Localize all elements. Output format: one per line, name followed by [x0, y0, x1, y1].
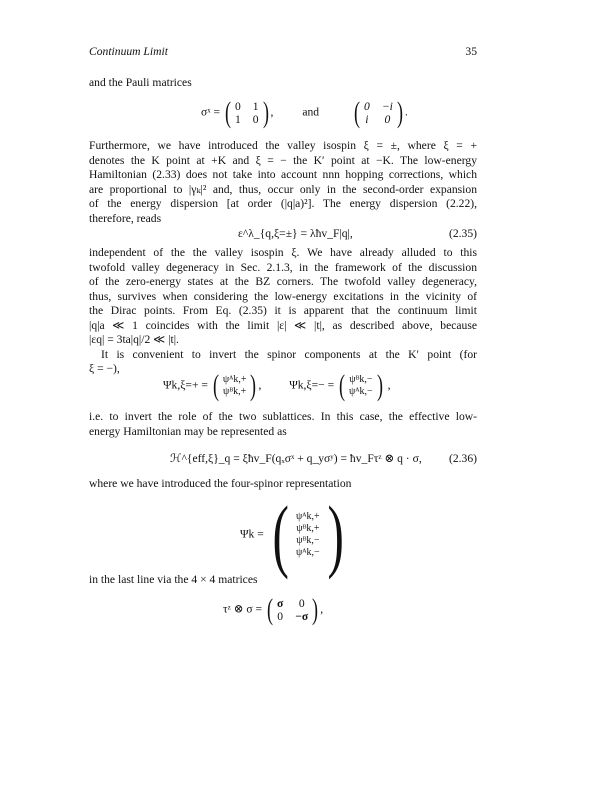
text-line: the Dirac points. From Eq. (2.35) it is apparent that the continuum limit — [89, 304, 477, 317]
text-line: in the last line via the 4 × 4 matrices — [89, 573, 258, 586]
text-line: of the energy dispersion [at order (|q|a)²]. The energy dispersion (2.22), — [89, 197, 477, 210]
text-line: thus, survives when considering the low-energy excitations in the vicinity of — [89, 289, 477, 303]
text-line: independent of the the valley isospin ξ. We have already alluded to this — [89, 246, 477, 259]
equation-2-35: ε^λ_{q,ξ=±} = λħv_F|q|, — [238, 227, 353, 240]
text-line: twofold valley degeneracy in Sec. 2.1.3, in the framework of the discussion — [89, 260, 477, 274]
text-line: Furthermore, we have introduced the valley isospin ξ = ±, where ξ = + — [89, 139, 477, 152]
intro-text: and the Pauli matrices — [89, 76, 192, 89]
matrix-sigma-x: ( 0 1 1 0 ) — [224, 96, 269, 129]
text-line: Hamiltonian (2.33) does not take into account nnn hopping corrections, which — [89, 168, 477, 181]
equation-2-36: ℋ^{eff,ξ}_q = ξħv_F(qₓσˣ + q_yσʸ) = ħv_Fτᶻ ⊗ q · σ, — [170, 452, 422, 465]
text-line: of the zero-energy states at the BZ corners. The twofold valley degeneracy, — [89, 275, 477, 288]
text-line: therefore, reads — [89, 211, 162, 225]
text-line: i.e. to invert the role of the two sublattices. In this case, the effective low- — [89, 410, 477, 423]
equation-number-2-35: (2.35) — [448, 227, 477, 240]
running-header-title: Continuum Limit — [89, 45, 168, 58]
text-line: It is convenient to invert the spinor components at the K′ point (for — [101, 347, 477, 361]
text-line: energy Hamiltonian may be represented as — [89, 424, 287, 438]
equation-tau-sigma: τᶻ ⊗ σ = ( σ 0 0 −σ ) , — [223, 593, 324, 626]
eq-lhs: σˣ = — [201, 105, 221, 119]
matrix-sigma-y: ( 0 −i i 0 ) — [354, 96, 403, 129]
text-line: |εq| = 3ta|q|/2 ≪ |t|. — [89, 333, 179, 346]
text-line: |q|a ≪ 1 coincides with the limit |ε| ≪ |t|, as described above, because — [89, 318, 477, 332]
text-line: denotes the K point at +K and ξ = − the K′ point at −K. The low-energy — [89, 153, 477, 167]
page-number: 35 — [465, 45, 477, 58]
text-line: are proportional to |γₖ|² and, thus, occur only in the second-order expansion — [89, 182, 477, 196]
eq-and: and — [302, 105, 320, 119]
equation-pauli: σˣ = ( 0 1 1 0 ) , and ( 0 −i i 0 ) . — [201, 96, 408, 129]
text-line: ξ = −), — [89, 362, 120, 375]
equation-spinors: Ψk,ξ=+ = ( ψᴬk,+ ψᴮk,+ ) , Ψk,ξ=− = ( ψᴮk,− ψᴬk,− ) , — [163, 369, 391, 402]
equation-number-2-36: (2.36) — [448, 452, 477, 465]
equation-four-spinor: Ψk = ( ψᴬk,+ ψᴮk,+ ψᴮk,− ψᴬk,− ) — [240, 489, 344, 580]
text-line: where we have introduced the four-spinor representation — [89, 477, 352, 490]
